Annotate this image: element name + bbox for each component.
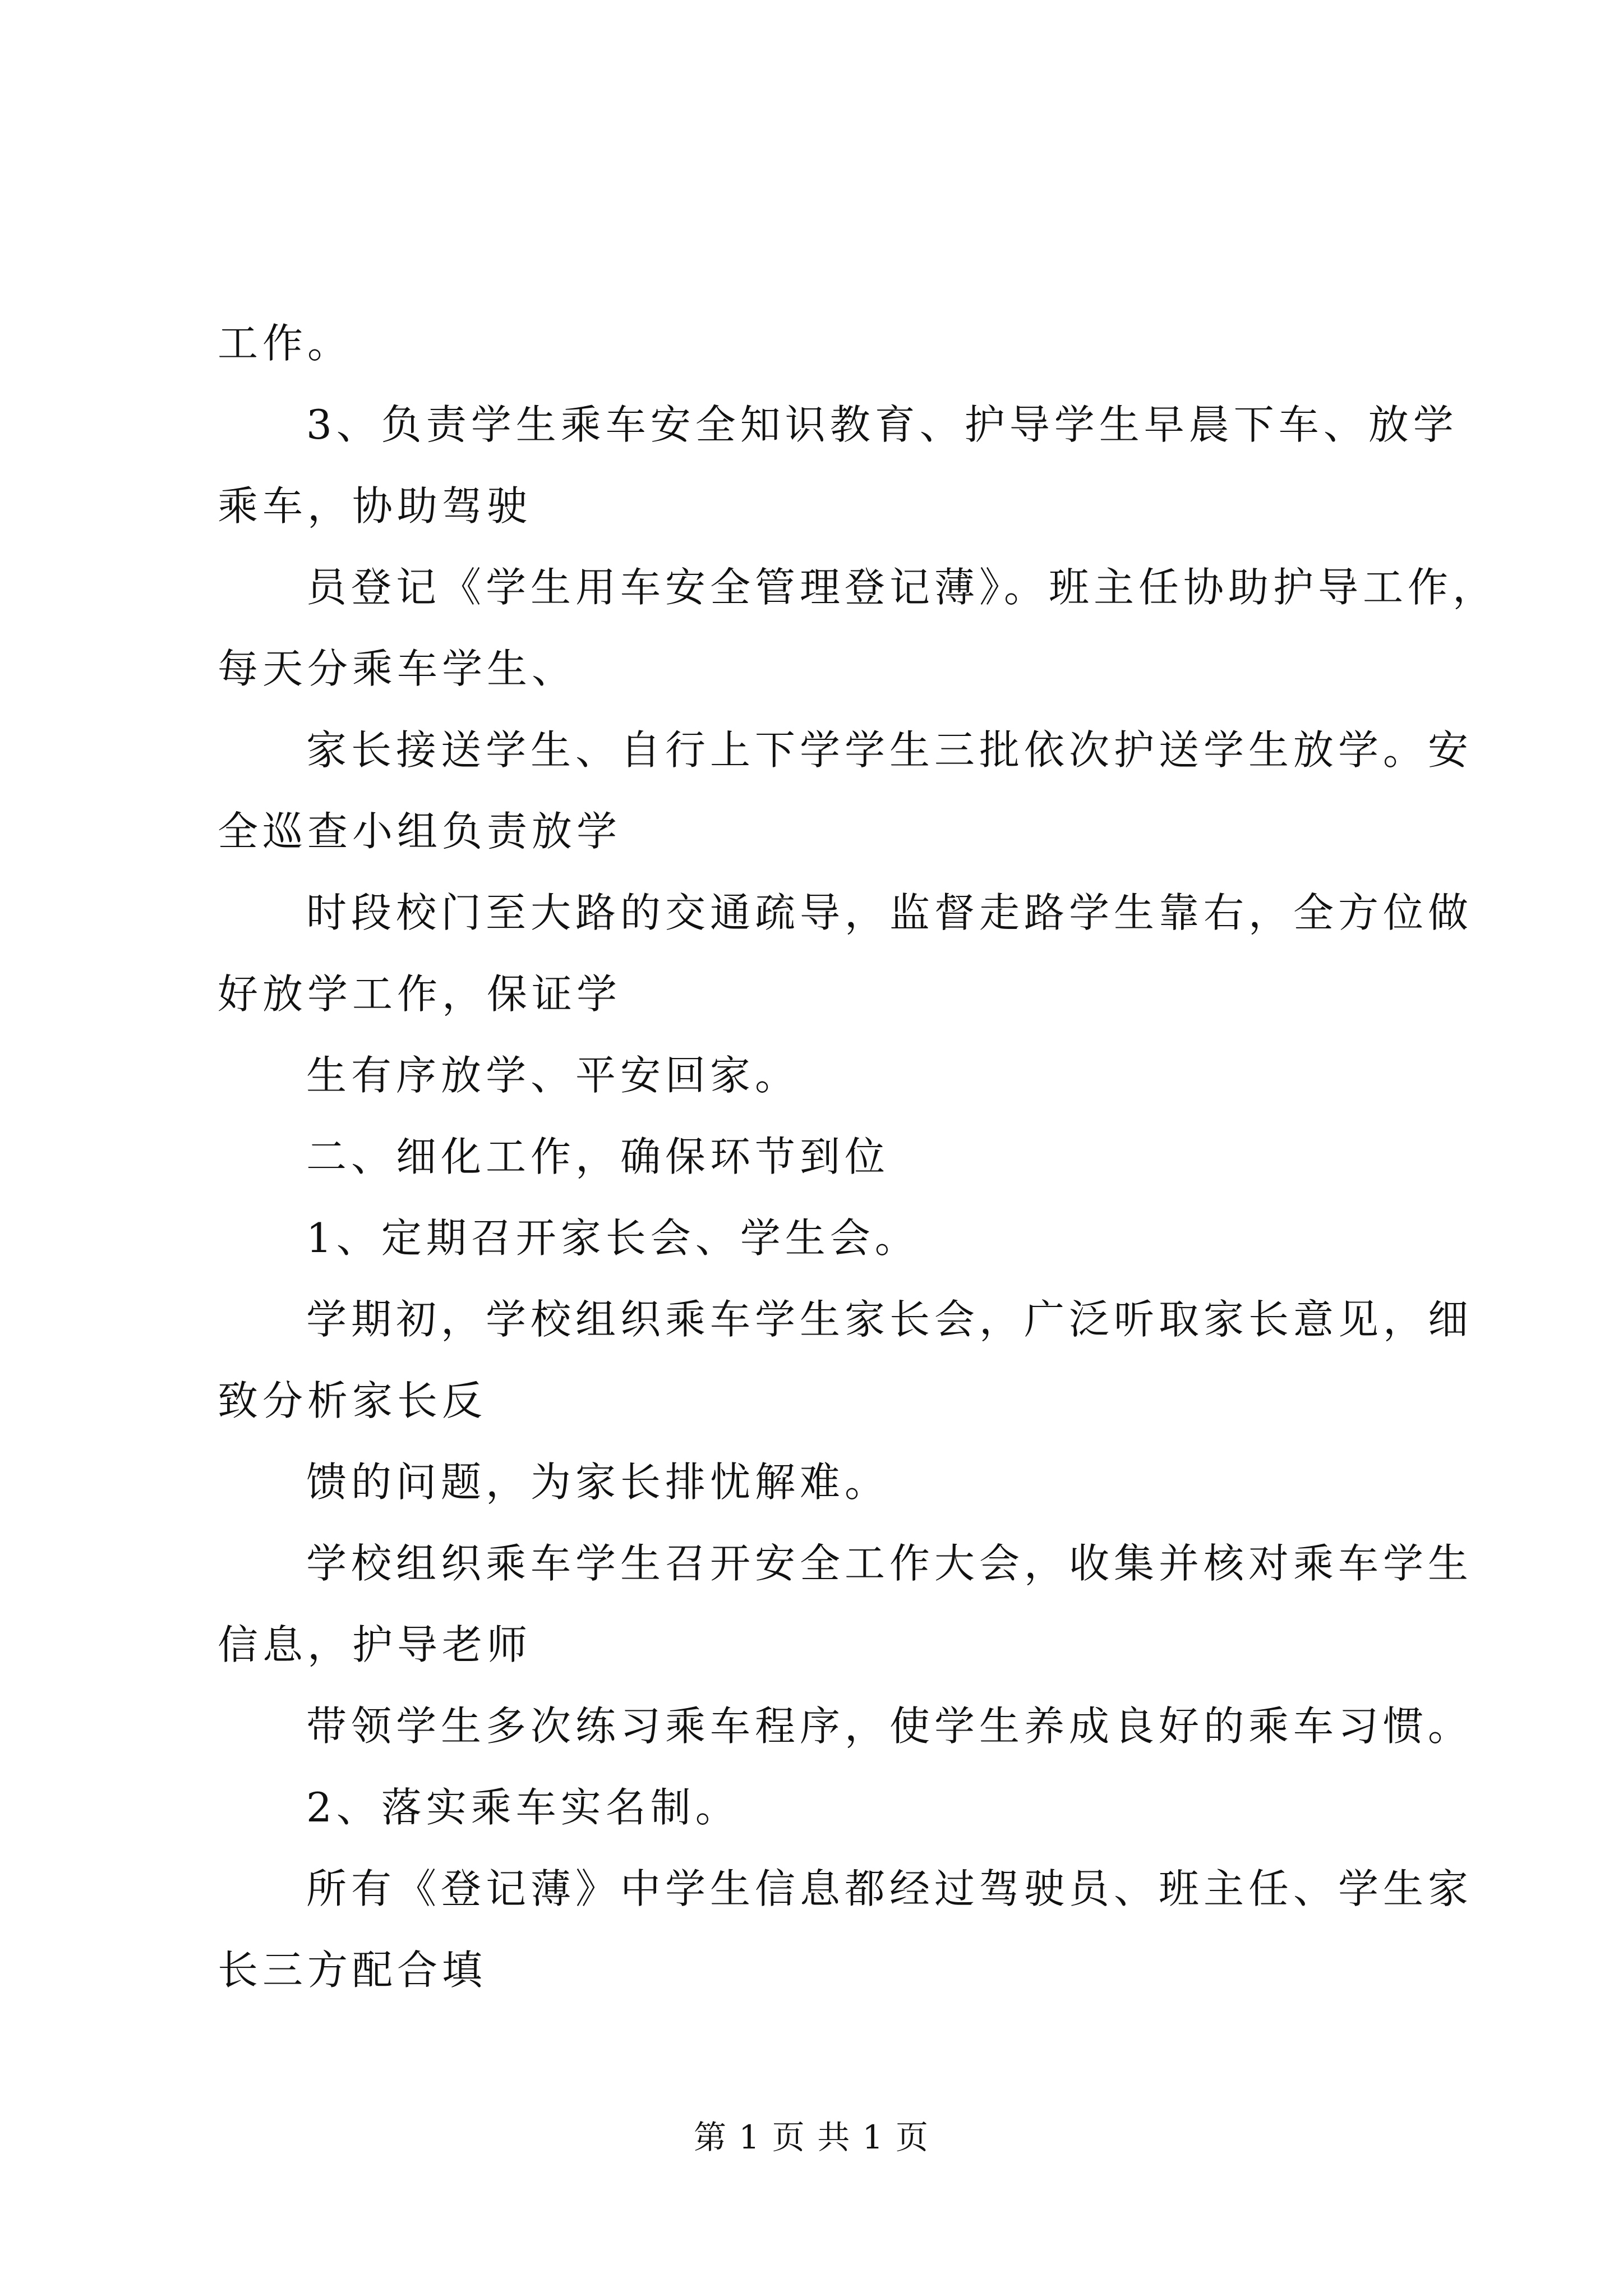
line-05: 每天分乘车学生、 [218, 645, 577, 692]
line-13: 学期初，学校组织乘车学生家长会，广泛听取家长意见，细 [306, 1296, 1473, 1343]
line-19: 2、落实乘车实名制。 [306, 1784, 740, 1831]
line-06: 家长接送学生、自行上下学学生三批依次护送学生放学。安 [306, 726, 1473, 774]
line-07: 全巡查小组负责放学 [218, 808, 622, 855]
line-09: 好放学工作，保证学 [218, 970, 622, 1018]
document-body [218, 303, 1498, 2011]
line-18: 带领学生多次练习乘车程序，使学生养成良好的乘车习惯。 [306, 1703, 1473, 1750]
line-15: 馈的问题，为家长排忧解难。 [306, 1458, 890, 1506]
line-20: 所有《登记薄》中学生信息都经过驾驶员、班主任、学生家 [306, 1865, 1473, 1912]
line-14: 致分析家长反 [218, 1377, 487, 1424]
line-16: 学校组织乘车学生召开安全工作大会，收集并核对乘车学生 [306, 1540, 1473, 1587]
line-11: 二、细化工作，确保环节到位 [306, 1133, 890, 1180]
line-02: 3、负责学生乘车安全知识教育、护导学生早晨下车、放学 [306, 401, 1458, 448]
page-footer: 第 1 页 共 1 页 [694, 2118, 929, 2156]
line-10: 生有序放学、平安回家。 [306, 1052, 800, 1099]
line-04: 员登记《学生用车安全管理登记薄》。班主任协助护导工作， [306, 564, 1498, 611]
line-08: 时段校门至大路的交通疏导，监督走路学生靠右，全方位做 [306, 889, 1473, 936]
line-01: 工作。 [218, 320, 353, 367]
line-12: 1、定期召开家长会、学生会。 [306, 1214, 920, 1262]
line-03: 乘车，协助驾驶 [218, 482, 532, 530]
line-21: 长三方配合填 [218, 1947, 487, 1994]
line-17: 信息，护导老师 [218, 1621, 532, 1668]
